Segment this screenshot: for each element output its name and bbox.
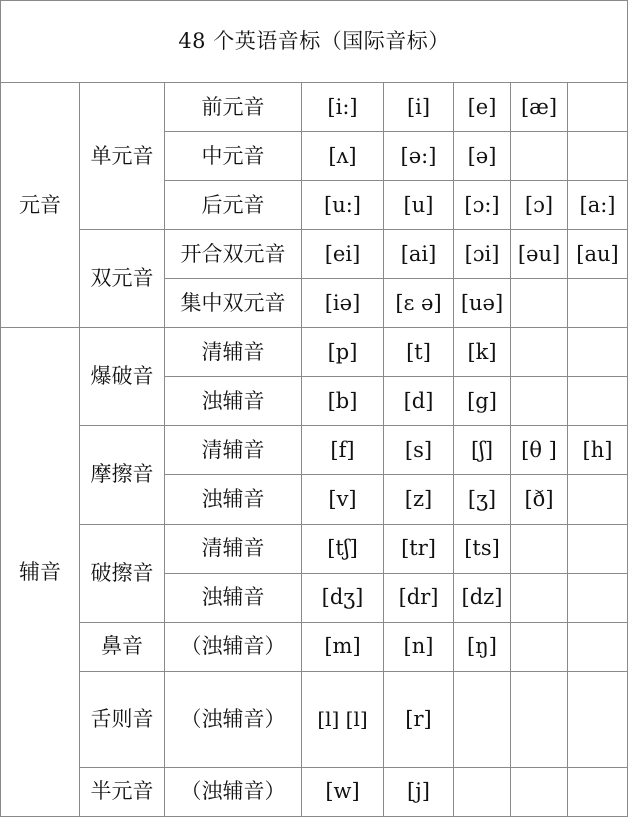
row-label-voiced: 浊辅音 — [165, 573, 302, 622]
empty-cell — [511, 132, 568, 181]
empty-cell — [511, 524, 568, 573]
symbol-cell: [ts] — [454, 524, 511, 573]
symbol-cell: [dz] — [454, 573, 511, 622]
row-label-central-vowels: 中元音 — [165, 132, 302, 181]
empty-cell — [454, 671, 511, 767]
affricates-label: 破擦音 — [80, 524, 165, 622]
symbol-cell: [l] [l] — [302, 671, 384, 767]
row-label-voiced-note: （浊辅音） — [165, 767, 302, 816]
empty-cell — [454, 767, 511, 816]
plosives-label: 爆破音 — [80, 328, 165, 426]
symbol-cell: [ʒ] — [454, 475, 511, 524]
empty-cell — [568, 671, 628, 767]
symbol-cell: [dʒ] — [302, 573, 384, 622]
empty-cell — [511, 328, 568, 377]
symbol-cell: [tr] — [384, 524, 454, 573]
symbol-cell: [ɔi] — [454, 230, 511, 279]
table-title: 48 个英语音标（国际音标） — [1, 1, 628, 83]
symbol-cell: [h] — [568, 426, 628, 475]
symbol-cell: [ε ə] — [384, 279, 454, 328]
symbol-cell: [ŋ] — [454, 622, 511, 671]
symbol-cell: [əu] — [511, 230, 568, 279]
row-label-voiced-note: （浊辅音） — [165, 671, 302, 767]
row-label-voiced: 浊辅音 — [165, 475, 302, 524]
consonants-label: 辅音 — [1, 328, 80, 817]
symbol-cell: [n] — [384, 622, 454, 671]
row-label-centering-diphthongs: 集中双元音 — [165, 279, 302, 328]
nasals-label: 鼻音 — [80, 622, 165, 671]
empty-cell — [511, 377, 568, 426]
symbol-cell: [p] — [302, 328, 384, 377]
symbol-cell: [tʃ] — [302, 524, 384, 573]
symbol-cell: [ɔ:] — [454, 181, 511, 230]
empty-cell — [511, 671, 568, 767]
row-label-closing-diphthongs: 开合双元音 — [165, 230, 302, 279]
diphthongs-label: 双元音 — [80, 230, 165, 328]
row-label-back-vowels: 后元音 — [165, 181, 302, 230]
empty-cell — [568, 475, 628, 524]
symbol-cell: [b] — [302, 377, 384, 426]
symbol-cell: [uə] — [454, 279, 511, 328]
symbol-cell: [z] — [384, 475, 454, 524]
symbol-cell: [iə] — [302, 279, 384, 328]
semivowels-label: 半元音 — [80, 767, 165, 816]
empty-cell — [511, 622, 568, 671]
symbol-cell: [e] — [454, 83, 511, 132]
symbol-cell: [ei] — [302, 230, 384, 279]
symbol-cell: [ɔ] — [511, 181, 568, 230]
symbol-cell: [au] — [568, 230, 628, 279]
empty-cell — [568, 132, 628, 181]
symbol-cell: [d] — [384, 377, 454, 426]
empty-cell — [568, 328, 628, 377]
row-label-voiceless: 清辅音 — [165, 426, 302, 475]
symbol-cell: [t] — [384, 328, 454, 377]
symbol-cell: [j] — [384, 767, 454, 816]
fricatives-label: 摩擦音 — [80, 426, 165, 524]
symbol-cell: [r] — [384, 671, 454, 767]
symbol-cell: [k] — [454, 328, 511, 377]
laterals-label: 舌则音 — [80, 671, 165, 767]
row-label-front-vowels: 前元音 — [165, 83, 302, 132]
symbol-cell: [i:] — [302, 83, 384, 132]
row-label-voiceless: 清辅音 — [165, 328, 302, 377]
empty-cell — [568, 767, 628, 816]
empty-cell — [568, 573, 628, 622]
symbol-cell: [w] — [302, 767, 384, 816]
row-label-voiced: 浊辅音 — [165, 377, 302, 426]
symbol-cell: [g] — [454, 377, 511, 426]
empty-cell — [568, 83, 628, 132]
symbol-cell: [θ ] — [511, 426, 568, 475]
empty-cell — [511, 767, 568, 816]
symbol-cell: [æ] — [511, 83, 568, 132]
empty-cell — [568, 622, 628, 671]
symbol-cell: [ð] — [511, 475, 568, 524]
symbol-cell: [dr] — [384, 573, 454, 622]
row-label-voiceless: 清辅音 — [165, 524, 302, 573]
symbol-cell: [f] — [302, 426, 384, 475]
symbol-cell: [v] — [302, 475, 384, 524]
symbol-cell: [ə:] — [384, 132, 454, 181]
symbol-cell: [s] — [384, 426, 454, 475]
empty-cell — [568, 377, 628, 426]
symbol-cell: [ʃ] — [454, 426, 511, 475]
symbol-cell: [u] — [384, 181, 454, 230]
monophthongs-label: 单元音 — [80, 83, 165, 230]
empty-cell — [568, 524, 628, 573]
empty-cell — [511, 279, 568, 328]
row-label-voiced-note: （浊辅音） — [165, 622, 302, 671]
symbol-cell: [m] — [302, 622, 384, 671]
empty-cell — [568, 279, 628, 328]
symbol-cell: [ʌ] — [302, 132, 384, 181]
symbol-cell: [i] — [384, 83, 454, 132]
symbol-cell: [ai] — [384, 230, 454, 279]
symbol-cell: [u:] — [302, 181, 384, 230]
symbol-cell: [a:] — [568, 181, 628, 230]
empty-cell — [511, 573, 568, 622]
vowels-label: 元音 — [1, 83, 80, 328]
symbol-cell: [ə] — [454, 132, 511, 181]
